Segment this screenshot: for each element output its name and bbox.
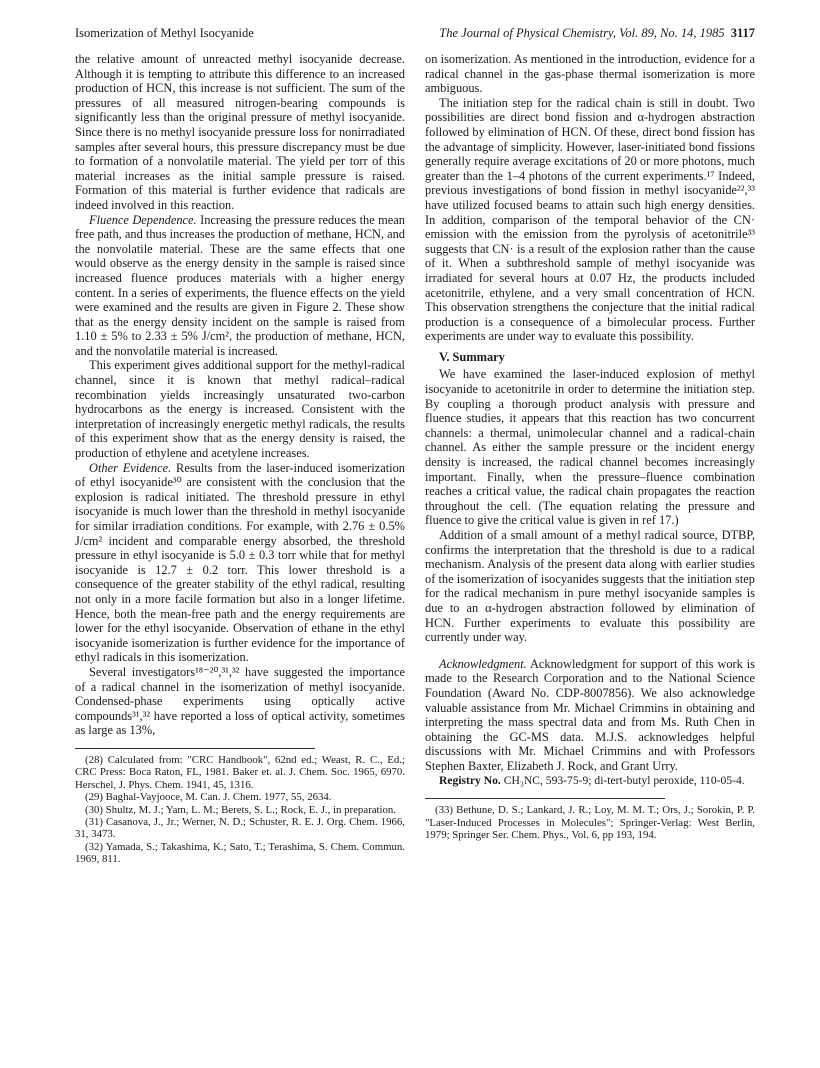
section-heading: V. Summary [439,349,505,364]
paragraph: Several investigators¹⁸⁻²⁰,³¹,³² have suggested the importance of a radical channel in the isomerization of methyl isocyanide. Condensed-phase experiments using optically active compounds³¹,³² have reported a loss of optical activity, sometimes as large as 13%, [75,664,405,738]
footnote: (28) Calculated from: "CRC Handbook", 62nd ed.; Weast, R. C., Ed.; CRC Press: Boca Raton, FL, 1981. Baker et. al. J. Chem. Soc. 1965, 6970. Herschel, J. Phys. Chem. 1941, 45, 1316. [75,753,405,791]
footnote: (32) Yamada, S.; Takashima, K.; Sato, T.; Terashima, S. Chem. Commun. 1969, 811. [75,840,405,866]
footnote: (31) Casanova, J., Jr.; Werner, N. D.; Schuster, R. E. J. Org. Chem. 1966, 31, 3473. [75,815,405,841]
paragraph: The initiation step for the radical chain is still in doubt. Two possibilities are direct bond fission and α-hydrogen abstraction followed by elimination of HCN. Of these, direct bond fission has the advantage of simplicity. However, laser-initiated bond fissions generally require average excitations of 20 or more photons, much greater than the 1–4 photons of the current experiments.¹⁷ Indeed, previous investigations of bond fission in methyl isocyanide²²,³³ have utilized focused beams to attain such high energy densities. In addition, comparison of the temporal behavior of the CN· emission with the emission from the pyrolysis of acetonitrile³³ suggests that CN· is a result of the explosion rather than the cause of it. When a subthreshold sample of methyl isocyanide was irradiated for several hours at 0.07 Hz, the products included acetonitrile, ethylene, and a very small concentration of HCN. This observation strengthens the conjecture that the initial radical production is a consequence of a bimolecular process. Further experiments are under way to evaluate this possibility. [425,95,755,344]
paragraph-text: Acknowledgment for support of this work is made to the Research Corporation and to the National Science Foundation (Award No. CDP-8007856). We also acknowledge valuable assistance from Mr. Michael Crimmins in obtaining and interpreting the mass spectral data and from Ms. Ruth Chen in obtaining the GC-MS data. M.J.S. acknowledges helpful discussions with Mr. Michael Crimmins and with Professors Stephen Baxter, Elizabeth J. Rock, and Grant Urry. [425,656,755,773]
paragraph: We have examined the laser-induced explosion of methyl isocyanide to acetonitrile in order to determine the initiation step. By coupling a thorough product analysis with pressure and fluence studies, it appears that this reaction has two concurrent channels: a thermal, unimolecular channel and a radical-chain channel. As either the sample pressure or the incident energy density is increased, the radical channel becomes increasingly important. Finally, when the pressure–fluence combination reaches a critical value, the radical chain propagates the reaction throughout the cell. (The equation relating the pressure and fluence to give the critical value is given in ref 17.) [425,367,755,528]
running-title: Isomerization of Methyl Isocyanide [75,26,254,40]
paragraph: the relative amount of unreacted methyl isocyanide decrease. Although it is tempting to attribute this difference to an increased production of HCN, this increase is not sufficient. The sum of the pressures of all measured nitrogen-bearing compounds is significantly less than the original pressure of methyl isocyanide. Since there is no methyl isocyanide pressure loss for nonirradiated samples after several hours, this pressure discrepancy must be due to formation of a nonvolatile material. The yield per torr of this material increases as the initial sample pressure is raised. Formation of this material is further evidence that radicals are indeed involved in this reaction. [75,52,405,212]
paragraph-text: Increasing the pressure reduces the mean free path, and thus increases the production of methane, HCN, and the nonvolatile material. These are the same effects that one would observe as the energy density in the sample is raised since increased fluence produces materials with a higher energy content. In a series of experiments, the fluence effects on the yield were examined and the results are given in Figure 2. These show that as the energy density incident on the sample is raised from 1.10 ± 5% to 2.33 ± 5% J/cm², the production of methane, HCN, and the nonvolatile material is increased. [75,212,406,358]
footnote-divider [75,748,315,749]
registry-label: Registry No. [439,773,501,787]
footnotes-right [425,804,755,841]
footnotes-left [75,754,405,866]
paragraph-other-evidence [75,461,405,665]
footnote: (29) Baghal-Vayjooce, M. Can. J. Chem. 1977, 55, 2634. [85,791,332,804]
acknowledgment [425,657,755,774]
page-header [75,26,755,44]
journal-name: The Journal of Physical Chemistry, Vol. 89, No. 14, 1985 [439,26,725,40]
left-column [75,52,405,866]
paragraph-heading: Other Evidence. [89,460,172,475]
spacer [425,645,755,657]
footnote: (33) Bethune, D. S.; Lankard, J. R.; Loy, M. M. T.; Ors, J.; Sorokin, P. P. "Laser-Induced Processes in Molecules"; Springer-Verlag: West Berlin, 1979; Springer Ser. Chem. Phys., Vol. 6, pp 193, 194. [425,804,755,841]
page-number: 3117 [730,26,755,40]
paragraph-text: Results from the laser-induced isomerization of ethyl isocyanide³⁰ are consistent with the conclusion that the explosion is radical initiated. The threshold pressure in ethyl isocyanide is much lower than the threshold in methyl isocyanide for similar irradiation conditions. For example, with 2.76 ± 0.5% J/cm² incident and comparable energy absorbed, the threshold pressure in ethyl isocyanide is 5.0 ± 0.3 torr while that for methyl isocyanide is 12.7 ± 0.2 torr. This lower threshold is a consequence of the greater stability of the ethyl radical, resulting not only in a more facile formation but also in a longer lifetime. Hence, both the mean-free path and the energy requirements are lower for the ethyl isocyanide. Observation of ethane in the ethyl isocyanide isomerization is further evidence for the importance of ethyl radicals in this isomerization. [75,460,405,665]
registry-numbers [425,774,755,789]
paragraph: This experiment gives additional support for the methyl-radical channel, since it is known that methyl radical–radical recombination yields increasingly unsaturated two-carbon hydrocarbons as the energy is increased. Consistent with the interpretation of increasingly energetic methyl radicals, the results of this experiment show that as the energy density is raised, the production of ethylene and acetylene increases. [75,358,405,461]
footnote: (30) Shultz, M. J.; Yam, L. M.; Berets, S. L.; Rock, E. J., in preparation. [85,803,396,816]
paragraph: on isomerization. As mentioned in the introduction, evidence for a radical channel in the gas-phase thermal isomerization is more ambiguous. [425,52,755,96]
paragraph: Addition of a small amount of a methyl radical source, DTBP, confirms the interpretation that the threshold is due to a radical mechanism. Analysis of the present data along with earlier studies of the isomerization of isocyanides suggests that the initiation step for the radical mechanism in pure methyl isocyanide samples is due to an α-hydrogen abstraction followed by elimination of HCN. Further experiments to evaluate this possibility are currently under way. [425,528,755,645]
journal-citation [439,26,755,41]
right-column [425,52,755,841]
paragraph-heading: Fluence Dependence. [89,212,197,227]
paragraph-fluence [75,213,405,359]
footnote-divider [425,798,665,799]
registry-text: CH₃NC, 593-75-9; di-tert-butyl peroxide, 110-05-4. [500,773,745,787]
paragraph-heading: Acknowledgment. [439,656,527,671]
